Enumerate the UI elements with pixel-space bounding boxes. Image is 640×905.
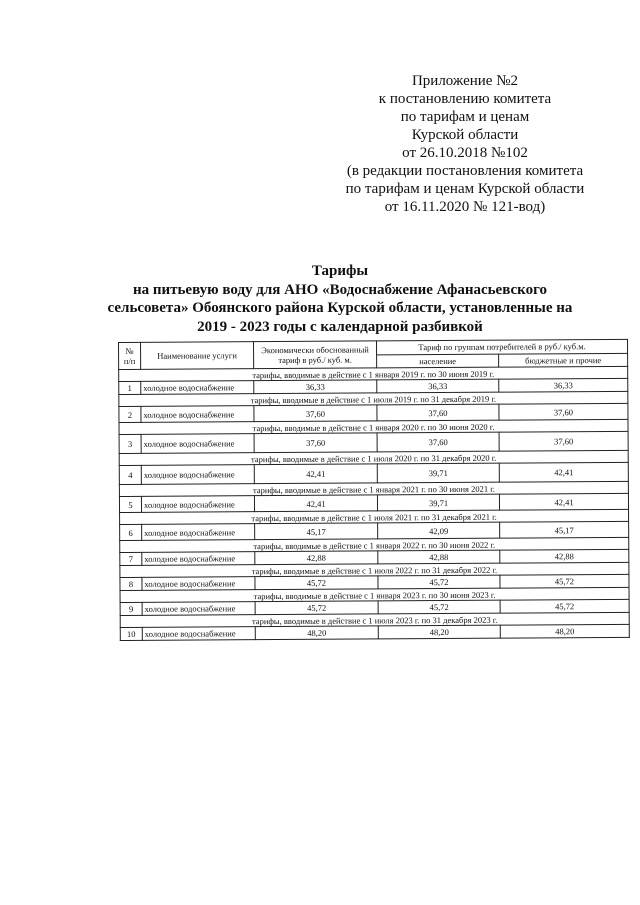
service-name: холодное водоснабжение [142, 602, 255, 616]
header-groups: Тариф по группам потребителей в руб./ куб.м. [376, 339, 627, 354]
econ-tariff: 45,72 [255, 601, 378, 615]
service-name: холодное водоснабжение [142, 577, 255, 591]
period-label: тарифы, вводимые в действие с 1 июля 2021 г. по 31 декабря 2021 г. [120, 509, 629, 524]
service-name: холодное водоснабжение [141, 496, 254, 513]
econ-tariff: 48,20 [255, 626, 378, 640]
header-name: Наименование услуги [141, 342, 254, 370]
appendix-line: по тарифам и ценам [400, 109, 530, 125]
document-title [60, 262, 620, 336]
period-label: тарифы, вводимые в действие с 1 января 2019 г. по 30 июня 2019 г. [119, 366, 628, 381]
title-line: на питьевую воду для АНО «Водоснабжение Афанасьевского [132, 281, 548, 298]
budget-tariff: 42,88 [500, 549, 629, 563]
row-number: 4 [119, 465, 141, 484]
population-tariff: 37,60 [377, 404, 499, 421]
tariff-table [118, 339, 630, 641]
header-econ: Экономически обоснованный тариф в руб./ куб. м. [254, 341, 377, 369]
econ-tariff: 42,41 [254, 464, 377, 484]
title-line: сельсовета» Обоянского района Курской области, установленные на [107, 300, 573, 316]
tariff-table-body [119, 339, 630, 640]
econ-tariff: 42,41 [254, 495, 377, 512]
header-num: № п/п [119, 342, 141, 369]
budget-tariff: 36,33 [499, 378, 628, 392]
budget-tariff: 45,72 [500, 599, 629, 613]
row-number: 5 [119, 496, 141, 512]
appendix-line: к постановлению комитета [378, 91, 552, 107]
row-number: 8 [120, 577, 142, 590]
population-tariff: 36,33 [377, 379, 499, 393]
budget-tariff: 45,72 [500, 574, 629, 588]
service-name: холодное водоснабжение [142, 627, 255, 641]
appendix-line: (в редакции постановления комитета [346, 163, 584, 179]
appendix-line: от 16.11.2020 № 121-вод) [384, 199, 546, 215]
row-number: 10 [120, 627, 142, 640]
header-population: население [377, 354, 499, 368]
period-label: тарифы, вводимые в действие с 1 января 2020 г. по 30 июня 2020 г. [119, 419, 628, 434]
service-name: холодное водоснабжение [141, 465, 254, 485]
appendix-line: Приложение №2 [411, 73, 519, 89]
period-label: тарифы, вводимые в действие с 1 июля 2019 г. по 31 декабря 2019 г. [119, 391, 628, 406]
population-tariff: 39,71 [377, 494, 499, 511]
appendix-line: Курской области [411, 127, 519, 143]
row-number: 2 [119, 406, 141, 422]
population-tariff: 45,72 [378, 575, 500, 589]
econ-tariff: 37,60 [254, 405, 377, 422]
econ-tariff: 42,88 [255, 551, 378, 565]
service-name: холодное водоснабжение [141, 434, 254, 454]
appendix-header [300, 72, 630, 216]
title-line: Тарифы [311, 263, 369, 279]
period-label: тарифы, вводимые в действие с 1 января 2023 г. по 30 июня 2023 г. [120, 587, 629, 602]
row-number: 1 [119, 381, 141, 394]
econ-tariff: 37,60 [254, 433, 377, 453]
table-row [120, 624, 629, 640]
service-name: холодное водоснабжение [141, 406, 254, 423]
econ-tariff: 45,72 [255, 576, 378, 590]
row-number: 3 [119, 434, 141, 453]
econ-tariff: 45,17 [255, 523, 378, 540]
period-label: тарифы, вводимые в действие с 1 июля 2023 г. по 31 декабря 2023 г. [120, 612, 629, 627]
appendix-line: по тарифам и ценам Курской области [345, 181, 585, 197]
row-number: 7 [120, 552, 142, 565]
population-tariff: 42,09 [378, 522, 500, 539]
budget-tariff: 48,20 [500, 624, 629, 638]
period-label: тарифы, вводимые в действие с 1 января 2022 г. по 30 июня 2022 г. [120, 537, 629, 552]
row-number: 6 [120, 524, 142, 540]
title-line: 2019 - 2023 годы с календарной разбивкой [197, 318, 483, 335]
service-name: холодное водоснабжение [142, 524, 255, 541]
period-label: тарифы, вводимые в действие с 1 июля 2022 г. по 31 декабря 2022 г. [120, 562, 629, 577]
period-label: тарифы, вводимые в действие с 1 января 2021 г. по 30 июня 2021 г. [119, 481, 628, 496]
service-name: холодное водоснабжение [142, 552, 255, 566]
row-number: 9 [120, 602, 142, 615]
budget-tariff: 37,60 [499, 431, 628, 451]
service-name: холодное водоснабжение [141, 381, 254, 395]
population-tariff: 37,60 [377, 432, 499, 452]
period-label: тарифы, вводимые в действие с 1 июля 2020 г. по 31 декабря 2020 г. [119, 450, 628, 465]
population-tariff: 45,72 [378, 600, 500, 614]
budget-tariff: 42,41 [499, 462, 628, 482]
budget-tariff: 37,60 [499, 403, 628, 420]
population-tariff: 39,71 [377, 463, 499, 483]
header-budget: бюджетные и прочие [499, 353, 628, 367]
budget-tariff: 45,17 [500, 521, 629, 538]
appendix-line: от 26.10.2018 №102 [402, 145, 528, 161]
population-tariff: 42,88 [378, 550, 500, 564]
population-tariff: 48,20 [378, 625, 500, 639]
econ-tariff: 36,33 [254, 380, 377, 394]
budget-tariff: 42,41 [499, 493, 628, 510]
